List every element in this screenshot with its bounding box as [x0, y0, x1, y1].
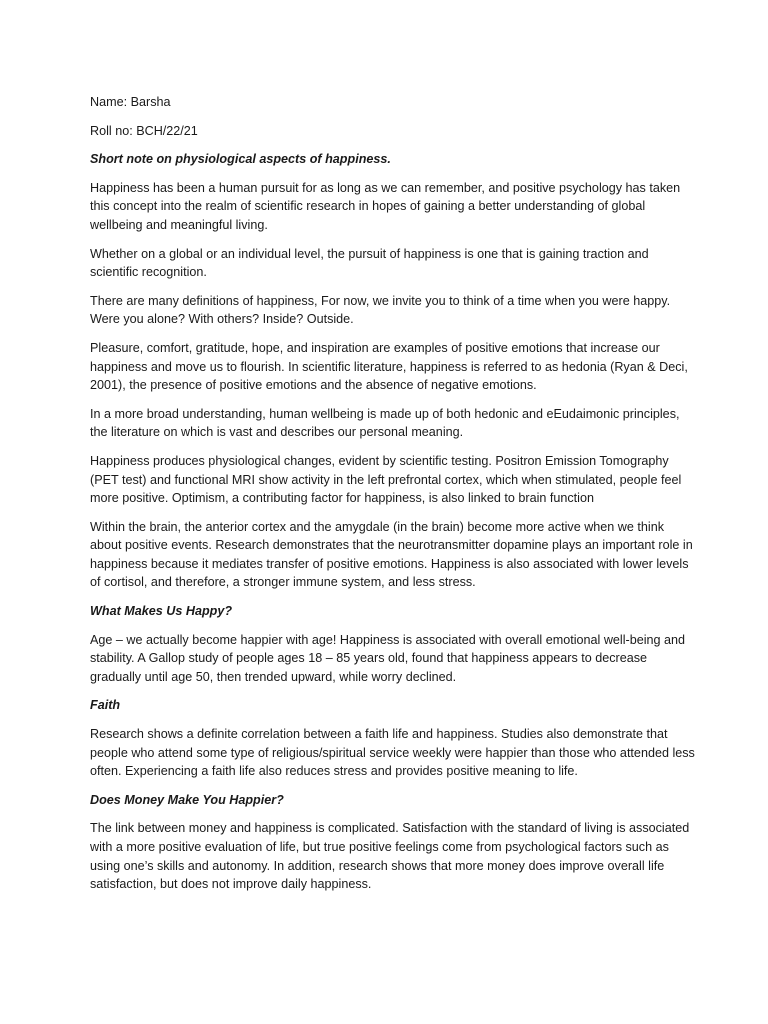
paragraph-money: The link between money and happiness is complicated. Satisfaction with the standard of living is associated with a more positive evaluation of life, but true positive feelings come from psychological factors such as using one’s skills and autonomy. In addition, research shows that more money does improve overall life satisfaction, but does not improve daily happiness.: [90, 821, 690, 892]
student-name: Name: Barsha: [90, 95, 171, 109]
paragraph-physiological: Happiness produces physiological changes, evident by scientific testing. Positron Emission Tomography (PET test) and functional MRI show activity in the left prefrontal cortex, which when stimulated, people feel more positive. Optimism, a contributing factor for happiness, is also linked to brain function: [90, 453, 682, 506]
section-heading-happy: What Makes Us Happy?: [90, 604, 233, 619]
paragraph-definitions: There are many definitions of happiness, For now, we invite you to think of a time when you were happy. Were you alone? With others? Inside? Outside.: [90, 293, 671, 327]
paragraph-global: Whether on a global or an individual level, the pursuit of happiness is one that is gaining traction and scientific recognition.: [90, 246, 649, 280]
document-title: Short note on physiological aspects of happiness.: [90, 152, 391, 167]
paragraph-age: Age – we actually become happier with age! Happiness is associated with overall emotional well-being and stability. A Gallop study of people ages 18 – 85 years old, found that happiness appears to decrease gradually until age 50, then trended upward, while worry declined.: [90, 632, 686, 684]
roll-number: Roll no: BCH/22/21: [90, 123, 198, 138]
paragraph-intro: Happiness has been a human pursuit for as long as we can remember, and positive psychology has taken this concept into the realm of scientific research in hopes of gaining a better understanding of global wellbeing and meaningful living.: [90, 180, 681, 232]
section-heading-faith: Faith: [90, 698, 121, 713]
section-heading-money: Does Money Make You Happier?: [90, 792, 284, 807]
paragraph-brain: Within the brain, the anterior cortex and the amygdale (in the brain) become more active when we think about positive events. Research demonstrates that the neurotransmitter dopamine plays an important role in happiness because it mediates transfer of positive emotions. Happiness is also associated with lower levels of cortisol, and therefore, a stronger immune system, and less stress.: [90, 519, 693, 590]
paragraph-faith: Research shows a definite correlation between a faith life and happiness. Studies also demonstrate that people who attend some type of religious/spiritual service weekly were happier than those who attended less often. Experiencing a faith life also reduces stress and provides positive meaning to life.: [90, 727, 695, 779]
paragraph-positive-emotions: Pleasure, comfort, gratitude, hope, and inspiration are examples of positive emotions that increase our happiness and move us to flourish. In scientific literature, happiness is referred to as hedonia (Ryan & Deci, 2001), the presence of positive emotions and the absence of negative emotions.: [90, 340, 688, 393]
paragraph-wellbeing: In a more broad understanding, human wellbeing is made up of both hedonic and eEudaimonic principles, the literature on which is vast and describes our personal meaning.: [90, 406, 680, 440]
